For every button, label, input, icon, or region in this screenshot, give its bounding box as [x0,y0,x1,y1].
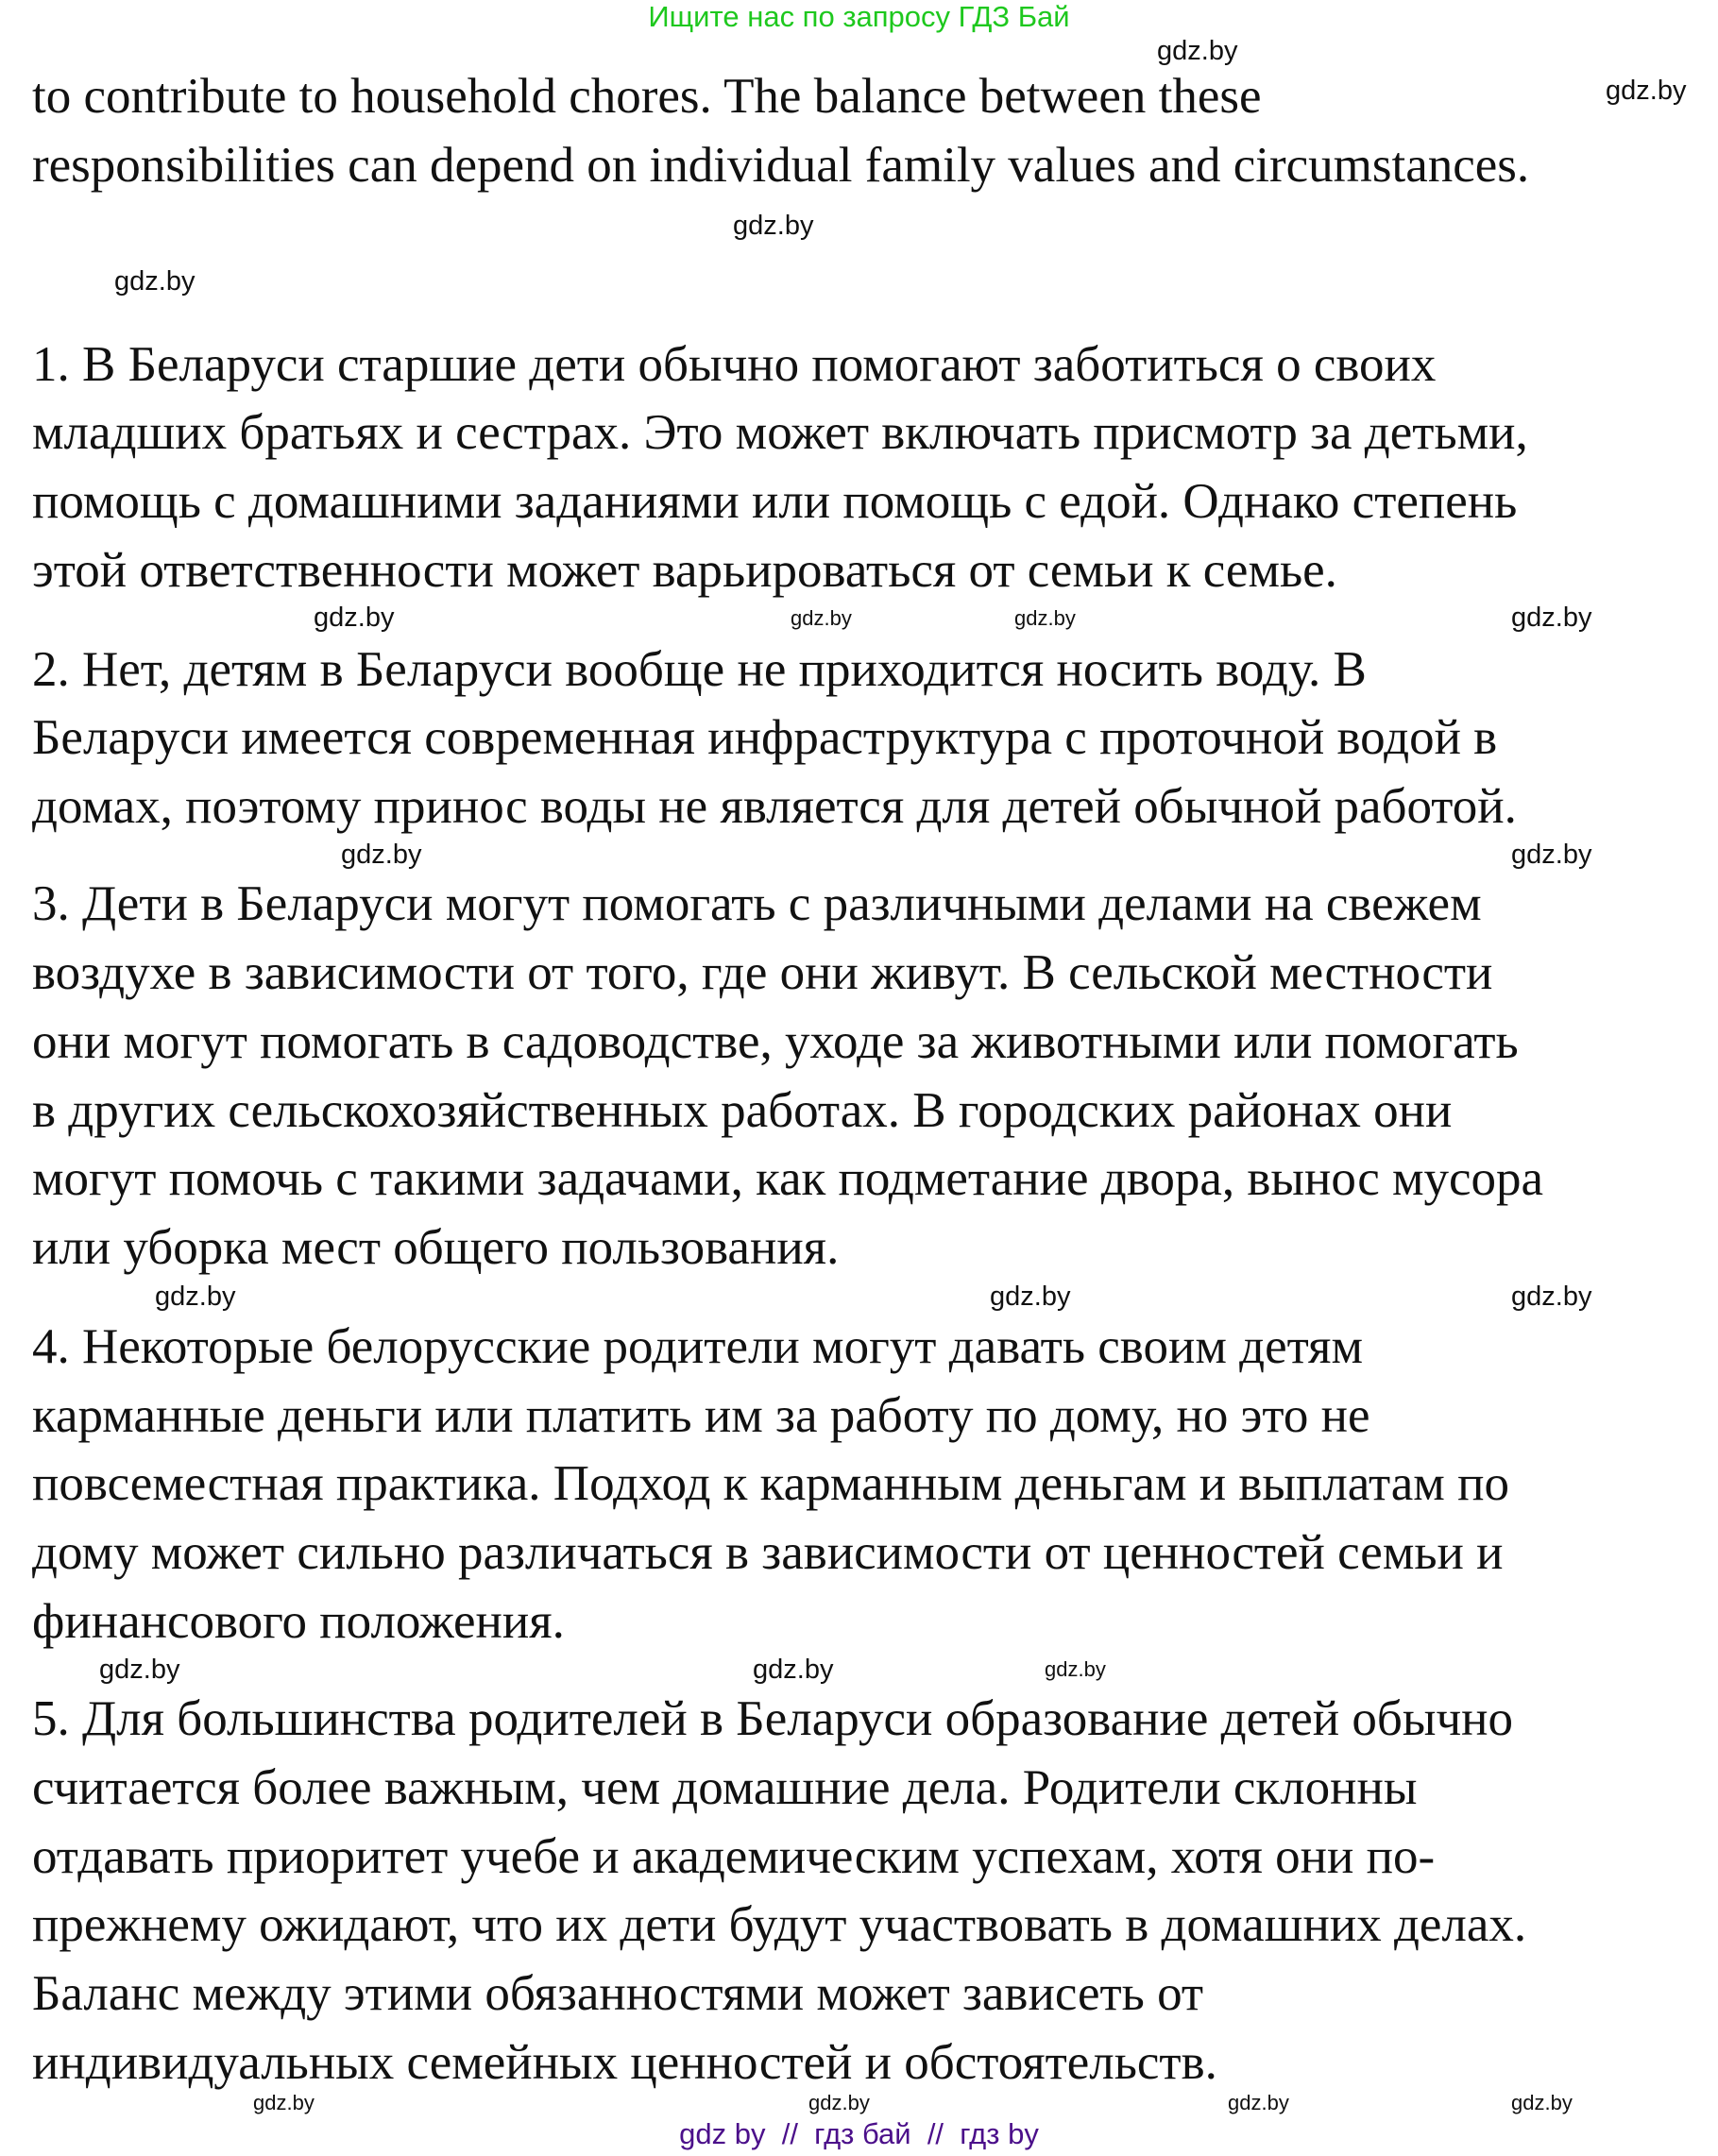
watermark: gdz.by [314,603,395,633]
text-line: отдавать приоритет учебе и академическим успехам, хотя они по- [32,1829,1436,1884]
watermark: gdz.by [1045,1657,1106,1681]
search-hint-banner: Ищите нас по запросу ГДЗ Бай [648,0,1070,33]
watermark: gdz.by [253,2091,315,2114]
watermark: gdz.by [1606,76,1687,106]
footer-links[interactable]: gdz by // гдз бай // гдз by [679,2117,1039,2150]
watermark: gdz.by [99,1655,180,1685]
text-line: индивидуальных семейных ценностей и обстоятельств. [32,2035,1217,2090]
watermark: gdz.by [753,1655,834,1685]
text-line: Беларуси имеется современная инфраструктура с проточной водой в [32,710,1498,765]
text-line: этой ответственности может варьироваться от семьи к семье. [32,543,1337,598]
text-line: 4. Некоторые белорусские родители могут давать своим детям [32,1319,1363,1374]
text-line: 1. В Беларуси старшие дети обычно помогают заботиться о своих [32,337,1437,392]
watermark: gdz.by [1511,840,1592,870]
watermark: gdz.by [1511,2091,1573,2114]
text-line: Баланс между этими обязанностями может зависеть от [32,1966,1204,2021]
watermark: gdz.by [791,606,852,630]
watermark: gdz.by [1511,1282,1592,1312]
watermark: gdz.by [990,1282,1071,1312]
text-line: 5. Для большинства родителей в Беларуси образование детей обычно [32,1691,1514,1746]
text-line: дому может сильно различаться в зависимости от ценностей семьи и [32,1525,1504,1580]
watermark: gdz.by [733,211,814,241]
text-line: responsibilities can depend on individual family values and circumstances. [32,138,1530,193]
watermark: gdz.by [114,266,196,297]
text-line: помощь с домашними заданиями или помощь с едой. Однако степень [32,474,1518,529]
text-line: финансового положения. [32,1594,565,1649]
watermark: gdz.by [1511,603,1592,633]
text-line: прежнему ожидают, что их дети будут участвовать в домашних делах. [32,1897,1527,1952]
text-line: 2. Нет, детям в Беларуси вообще не приходится носить воду. В [32,642,1367,697]
text-line: воздухе в зависимости от того, где они живут. В сельской местности [32,945,1493,1000]
text-line: домах, поэтому принос воды не является для детей обычной работой. [32,779,1517,834]
text-line: карманные деньги или платить им за работу по дому, но это не [32,1388,1370,1443]
text-line: считается более важным, чем домашние дела. Родители склонны [32,1760,1418,1815]
text-line: to contribute to household chores. The balance between these [32,69,1262,124]
watermark: gdz.by [1014,606,1076,630]
text-line: они могут помогать в садоводстве, уходе за животными или помогать [32,1014,1519,1069]
watermark: gdz.by [155,1282,236,1312]
watermark: gdz.by [1157,36,1238,66]
text-line: повсеместная практика. Подход к карманным деньгам и выплатам по [32,1456,1509,1511]
text-line: младших братьях и сестрах. Это может включать присмотр за детьми, [32,405,1528,460]
text-line: или уборка мест общего пользования. [32,1220,840,1275]
watermark: gdz.by [341,840,422,870]
watermark: gdz.by [808,2091,870,2114]
text-line: могут помочь с такими задачами, как подметание двора, вынос мусора [32,1151,1544,1206]
text-line: 3. Дети в Беларуси могут помогать с различными делами на свежем [32,876,1482,931]
text-line: в других сельскохозяйственных работах. В городских районах они [32,1083,1453,1138]
watermark: gdz.by [1228,2091,1289,2114]
